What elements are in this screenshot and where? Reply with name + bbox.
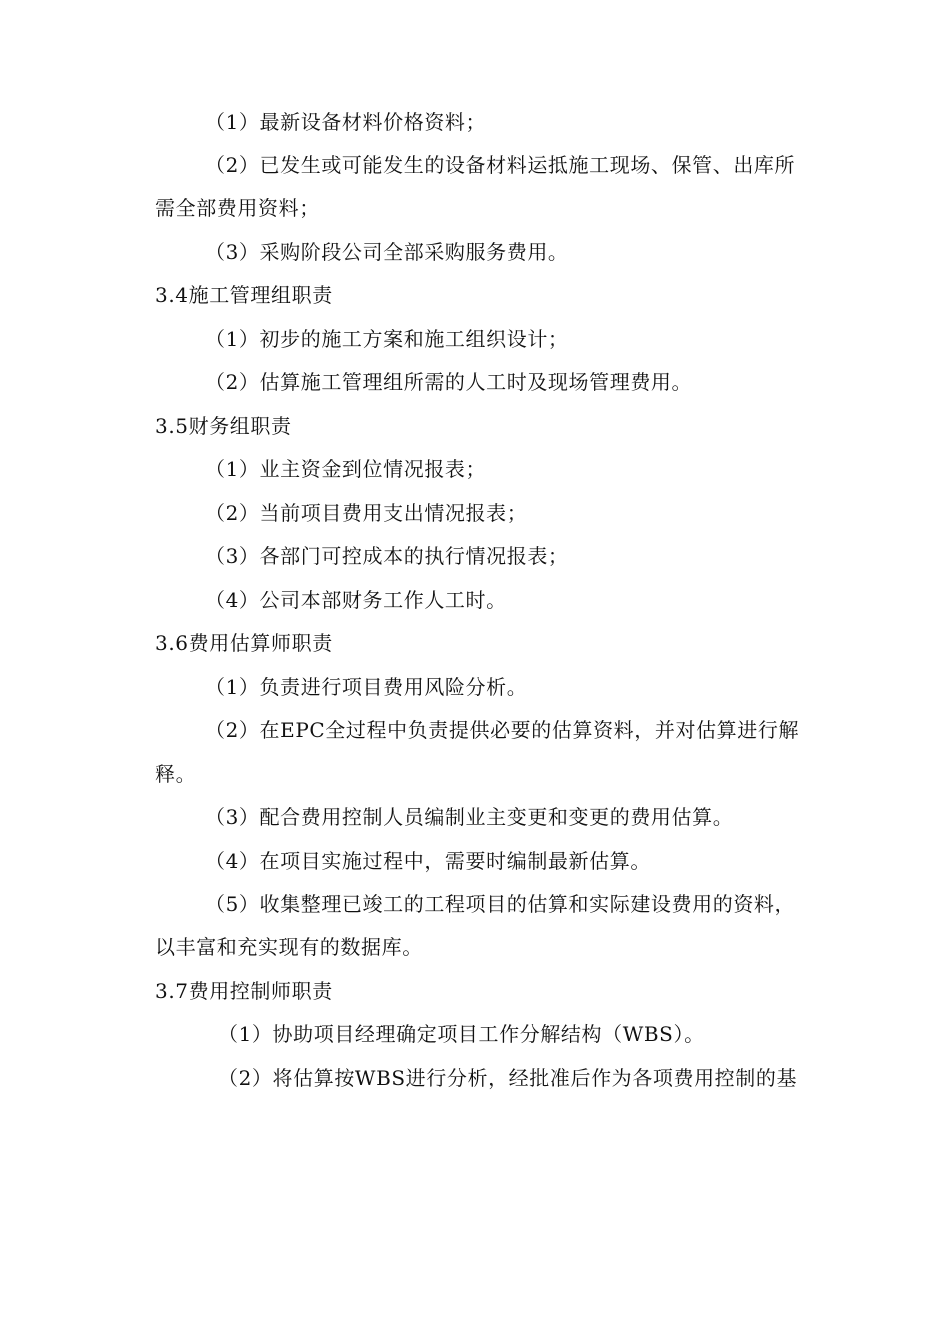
list-item: （1）最新设备材料价格资料； <box>205 110 487 134</box>
list-item: （1）业主资金到位情况报表； <box>205 457 487 481</box>
list-item: （2）将估算按WBS进行分析，经批准后作为各项费用控制的基 <box>218 1066 798 1090</box>
list-item: （1）协助项目经理确定项目工作分解结构（WBS）。 <box>218 1022 705 1046</box>
section-heading: 3.7费用控制师职责 <box>155 979 333 1003</box>
section-heading: 3.5财务组职责 <box>155 414 292 438</box>
list-item: （3）配合费用控制人员编制业主变更和变更的费用估算。 <box>205 805 734 829</box>
paragraph-continuation: 释。 <box>155 762 197 786</box>
list-item: （2）估算施工管理组所需的人工时及现场管理费用。 <box>205 370 693 394</box>
list-item: （3）各部门可控成本的执行情况报表； <box>205 544 569 568</box>
list-item: （1）初步的施工方案和施工组织设计； <box>205 327 569 351</box>
section-heading: 3.4施工管理组职责 <box>155 283 333 307</box>
list-item: （1）负责进行项目费用风险分析。 <box>205 675 528 699</box>
list-item: （2）当前项目费用支出情况报表； <box>205 501 528 525</box>
list-item: （4）在项目实施过程中，需要时编制最新估算。 <box>205 849 651 873</box>
paragraph-continuation: 以丰富和充实现有的数据库。 <box>155 935 423 959</box>
section-heading: 3.6费用估算师职责 <box>155 631 333 655</box>
list-item: （2）在EPC全过程中负责提供必要的估算资料，并对估算进行解 <box>205 718 800 742</box>
paragraph-continuation: 需全部费用资料； <box>155 196 320 220</box>
list-item: （2）已发生或可能发生的设备材料运抵施工现场、保管、出库所 <box>205 153 796 177</box>
list-item: （5）收集整理已竣工的工程项目的估算和实际建设费用的资料， <box>205 892 796 916</box>
list-item: （3）采购阶段公司全部采购服务费用。 <box>205 240 569 264</box>
list-item: （4）公司本部财务工作人工时。 <box>205 588 507 612</box>
